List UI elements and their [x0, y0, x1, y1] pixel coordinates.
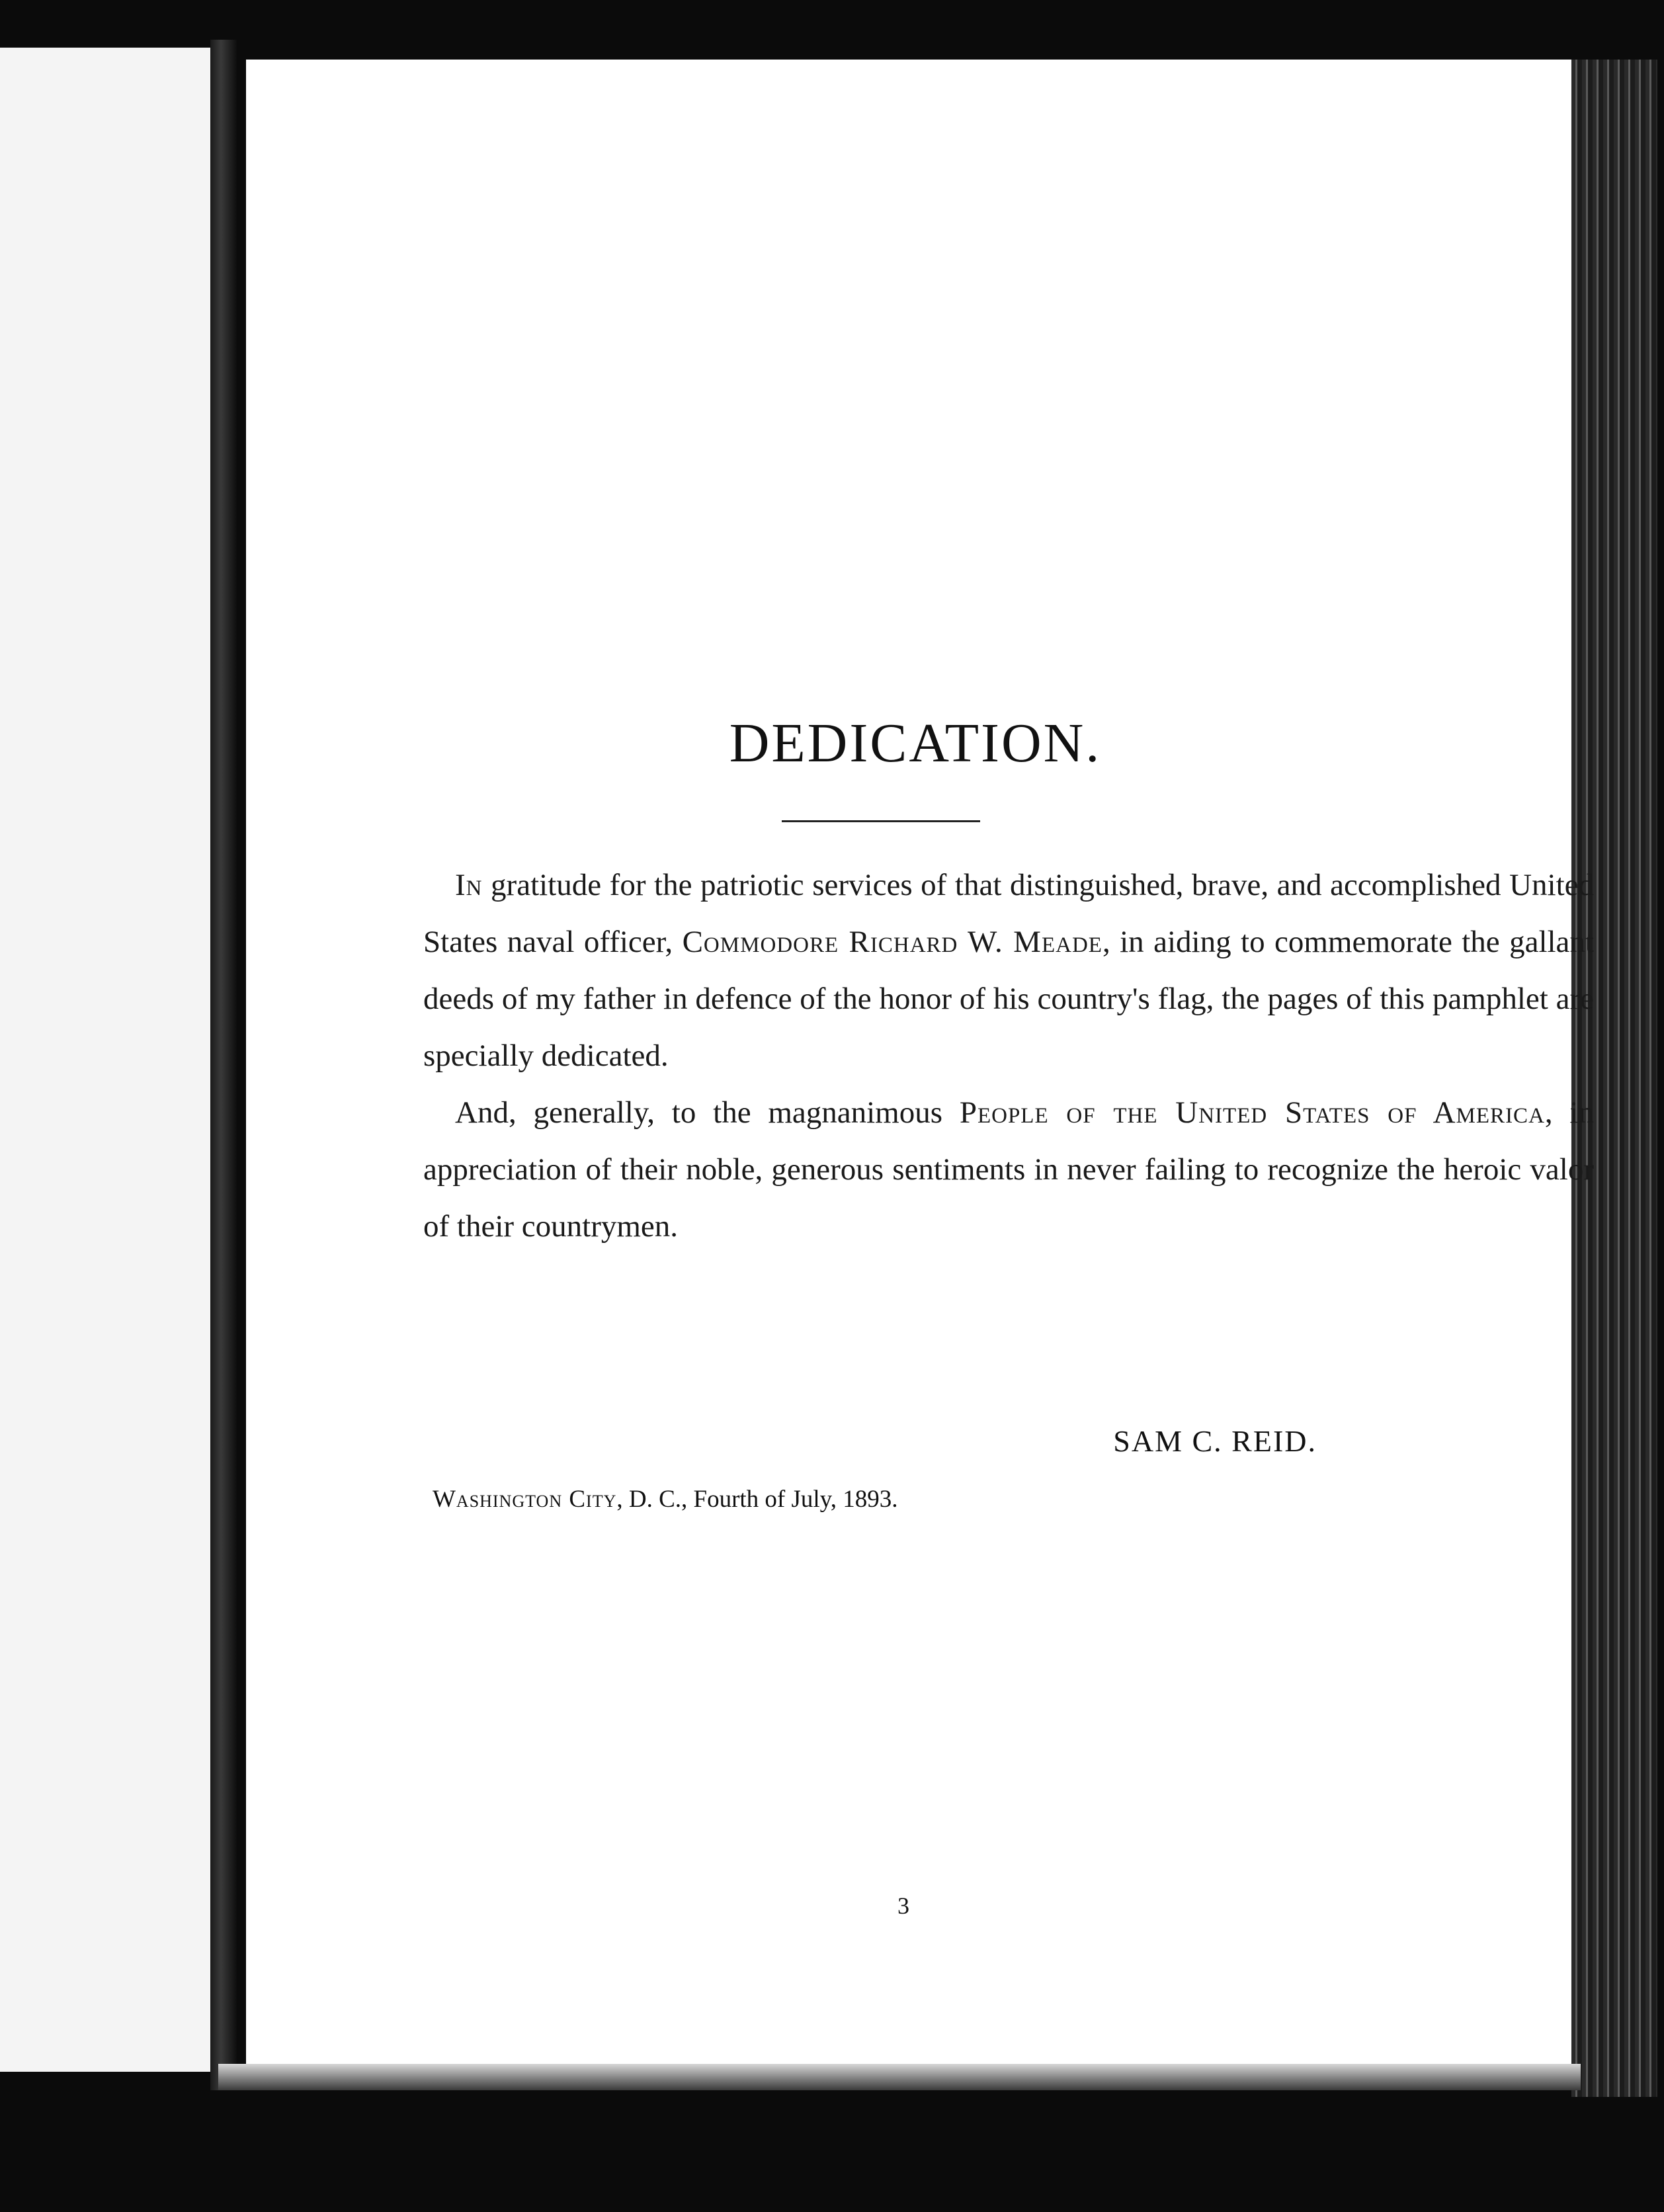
paragraph-2-text-a: And, generally, to the magnanimous	[455, 1095, 960, 1130]
paragraph-1-text-a: gratitude for the patriotic services of that distinguished, brave, and accomplished United States naval officer,	[423, 868, 1594, 959]
dedication-page	[246, 60, 1594, 2064]
title-rule	[782, 820, 980, 822]
dedication-paragraph-2	[423, 1084, 1594, 1255]
book-spine-edge	[210, 40, 237, 2090]
lead-word: In	[455, 868, 483, 902]
dateline	[433, 1485, 898, 1513]
paragraph-1-text-b: , in aiding to commemorate the gallant deeds of my father in defence of the honor of his country's flag, the pages of this pamphlet are specially dedicated.	[423, 925, 1594, 1073]
commodore-name: Commodore Richard W. Meade	[682, 925, 1102, 959]
dateline-place: Washington City	[433, 1486, 617, 1513]
people-name: People of the United States of America	[959, 1095, 1545, 1130]
page-title: DEDICATION.	[729, 712, 1102, 774]
page-bottom-edge	[218, 2064, 1581, 2090]
dedication-body	[423, 857, 1594, 1255]
paragraph-2-text-b: , in appreciation of their noble, generous sentiments in never failing to recognize the heroic valor of their countrymen.	[423, 1095, 1594, 1244]
dateline-rest: , D. C., Fourth of July, 1893.	[616, 1486, 898, 1513]
signature: SAM C. REID.	[1113, 1424, 1317, 1458]
page-number: 3	[897, 1893, 909, 1919]
dedication-paragraph-1	[423, 857, 1594, 1084]
left-page	[0, 48, 222, 2072]
